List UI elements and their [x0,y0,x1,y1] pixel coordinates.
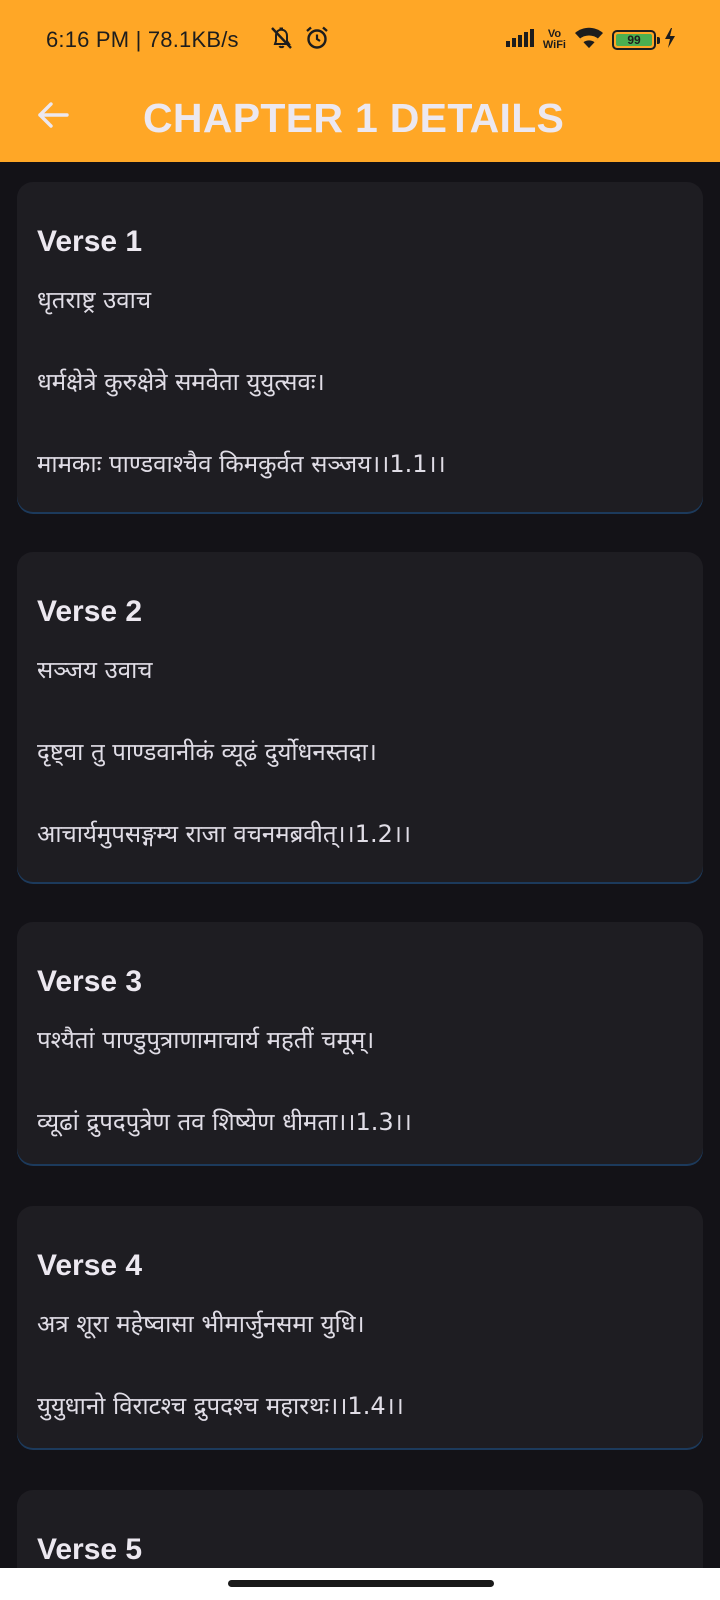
status-left-icons [268,26,330,54]
verse-title: Verse 2 [37,595,143,628]
alarm-icon [304,25,330,55]
verse-card[interactable] [17,1490,703,1568]
app-bar [0,80,720,162]
back-button[interactable] [28,92,78,142]
signal-icon [505,27,535,53]
battery-cap [657,37,660,44]
status-bar [0,0,720,80]
verse-card[interactable] [17,922,703,1164]
verse-line: धृतराष्ट्र उवाच [37,286,152,314]
verse-title: Verse 1 [37,225,143,258]
charging-icon [664,27,676,53]
home-indicator[interactable] [228,1580,494,1587]
status-time: 6:16 PM | 78.1KB/s [46,27,239,52]
verse-line: सञ्जय उवाच [37,656,153,684]
verse-title: Verse 4 [37,1249,143,1282]
mute-icon [268,25,296,55]
verse-card[interactable] [17,182,703,512]
verse-list[interactable] [0,162,720,1568]
battery-icon [612,30,656,50]
verse-line: मामकाः पाण्डवाश्चैव किमकुर्वत सञ्जय।।1.1।। [37,450,446,478]
status-right-icons [505,24,676,56]
verse-title: Verse 3 [37,965,143,998]
verse-line: अत्र शूरा महेष्वासा भीमार्जुनसमा युधि। [37,1310,365,1338]
wifi-icon [574,26,604,54]
verse-title: Verse 5 [37,1533,143,1566]
top-bar [0,0,720,162]
verse-card[interactable] [17,1206,703,1448]
verse-line: आचार्यमुपसङ्गम्य राजा वचनमब्रवीत्।।1.2।। [37,820,412,848]
verse-line: पश्यैतां पाण्डुपुत्राणामाचार्य महतीं चमूम्। [37,1026,375,1054]
verse-line: धर्मक्षेत्रे कुरुक्षेत्रे समवेता युयुत्सवः। [37,368,325,396]
verse-line: दृष्ट्वा तु पाण्डवानीकं व्यूढं दुर्योधनस्तदा। [37,738,377,766]
vowifi-icon: Vo WiFi [542,28,566,51]
verse-line: व्यूढां द्रुपदपुत्रेण तव शिष्येण धीमता।।1.3।। [37,1108,412,1136]
verse-line: युयुधानो विराटश्च द्रुपदश्च महारथः।।1.4।। [37,1392,404,1420]
battery-level: 99 [627,33,641,47]
verse-card[interactable] [17,552,703,882]
page-title: CHAPTER 1 DETAILS [143,95,565,141]
arrow-left-icon [36,100,70,134]
